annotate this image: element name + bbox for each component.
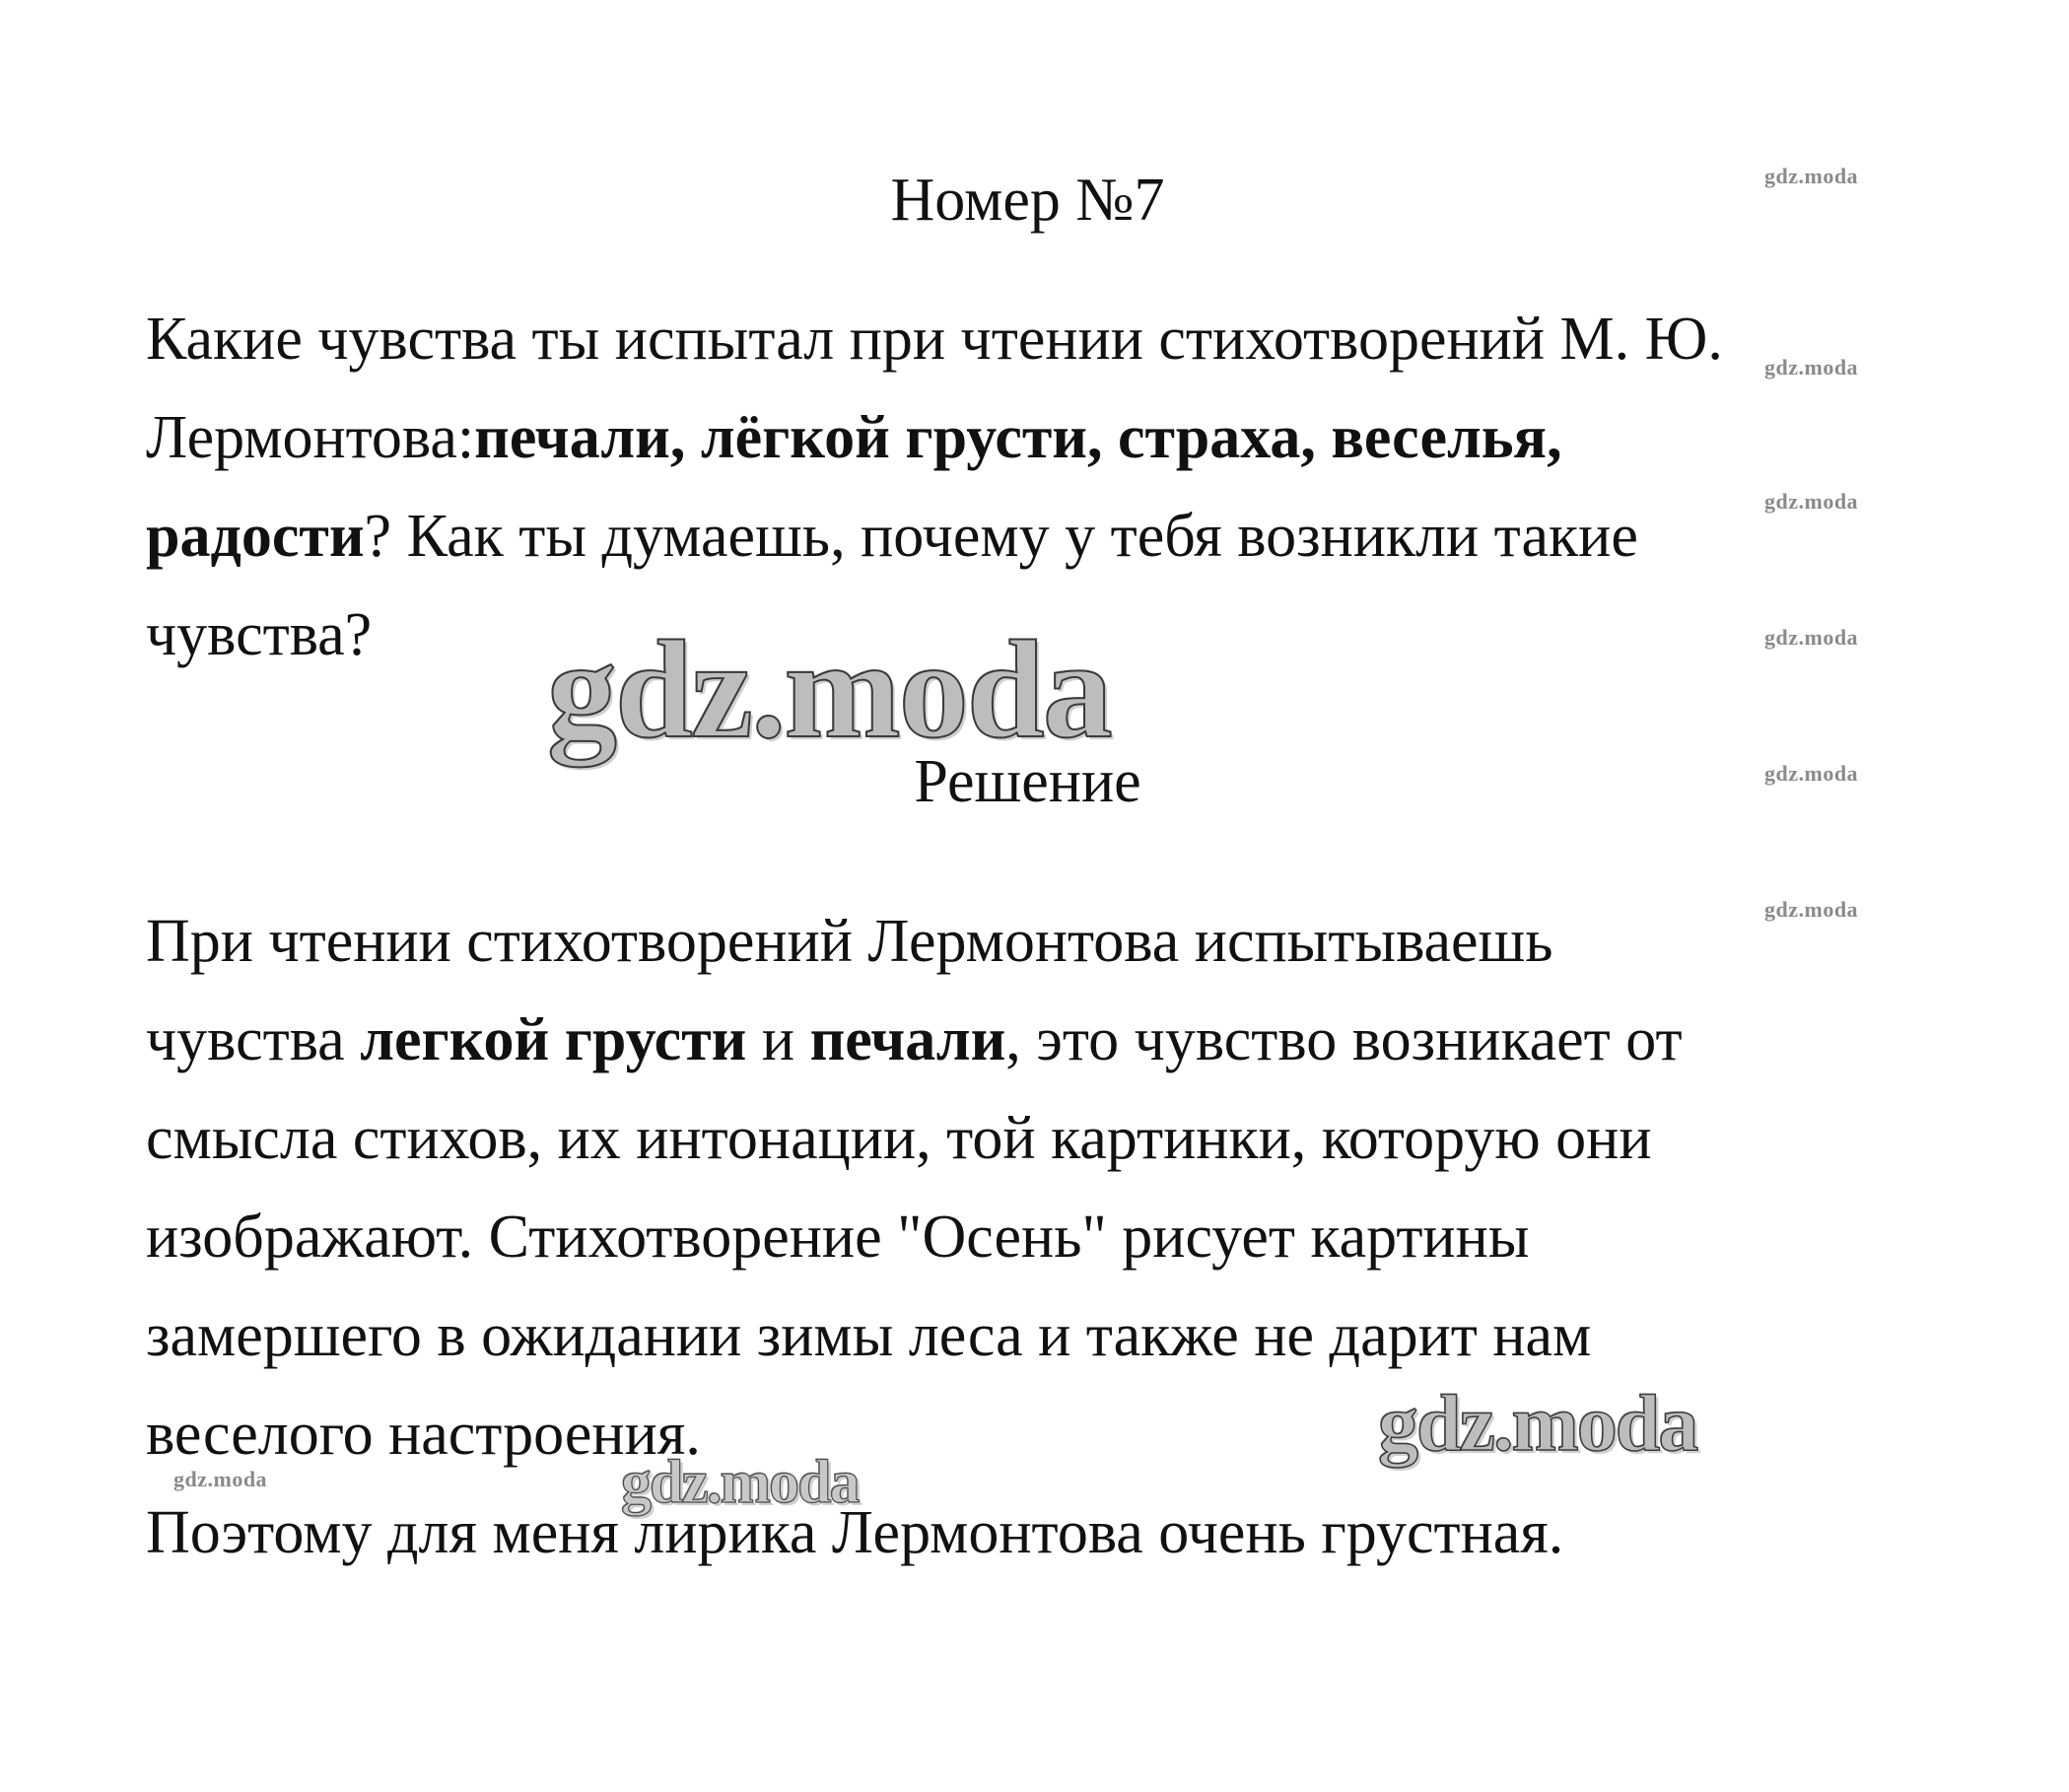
bold-text: легкой грусти bbox=[360, 1006, 747, 1073]
text-run: веселого настроения. bbox=[146, 1401, 701, 1468]
watermark-large: gdz.moda bbox=[1378, 1378, 1697, 1468]
text-line bbox=[146, 1483, 1920, 1582]
watermark-small: gdz.moda bbox=[1764, 761, 1859, 786]
bold-text: радости bbox=[146, 503, 365, 570]
watermark-small: gdz.moda bbox=[1764, 489, 1859, 514]
text-run: , это чувство возникает от bbox=[1005, 1006, 1683, 1073]
answer-text bbox=[146, 892, 1920, 1582]
text-run: и bbox=[746, 1006, 810, 1073]
bold-text: печали, лёгкой грусти, страха, веселья, bbox=[474, 404, 1562, 471]
solution-title: Решение bbox=[914, 748, 1141, 815]
watermark-small: gdz.moda bbox=[1764, 355, 1859, 379]
task-title: Номер №7 bbox=[890, 167, 1165, 234]
text-run: Лермонтова: bbox=[146, 404, 475, 471]
text-run: ? Как ты думаешь, почему у тебя возникли такие bbox=[364, 503, 1638, 570]
text-run: изображают. Стихотворение "Осень" рисует картины bbox=[146, 1204, 1530, 1271]
text-line bbox=[146, 892, 1920, 991]
text-run: Какие чувства ты испытал при чтении стихотворений М. Ю. bbox=[146, 306, 1723, 373]
watermark-small: gdz.moda bbox=[1764, 164, 1859, 188]
text-line bbox=[146, 1286, 1920, 1385]
text-line bbox=[146, 290, 1920, 388]
watermark-small: gdz.moda bbox=[173, 1467, 268, 1491]
watermark-large: gdz.moda bbox=[547, 611, 1111, 767]
text-run: чувства bbox=[146, 1006, 361, 1073]
watermark-small: gdz.moda bbox=[1764, 625, 1859, 650]
text-line bbox=[146, 487, 1920, 586]
text-line bbox=[146, 991, 1920, 1089]
text-line bbox=[146, 1089, 1920, 1188]
watermark-small: gdz.moda bbox=[1764, 897, 1859, 922]
watermark-large: gdz.moda bbox=[621, 1449, 859, 1516]
text-line bbox=[146, 1188, 1920, 1286]
text-run: смысла стихов, их интонации, той картинки, которую они bbox=[146, 1105, 1652, 1172]
bold-text: печали bbox=[809, 1006, 1006, 1073]
text-line bbox=[146, 388, 1920, 487]
text-run: чувства? bbox=[146, 601, 373, 668]
text-run: замершего в ожидании зимы леса и также не дарит нам bbox=[146, 1302, 1592, 1369]
text-run: При чтении стихотворений Лермонтова испытываешь bbox=[146, 908, 1553, 975]
text-run: Поэтому для меня лирика Лермонтова очень грустная. bbox=[146, 1499, 1564, 1566]
